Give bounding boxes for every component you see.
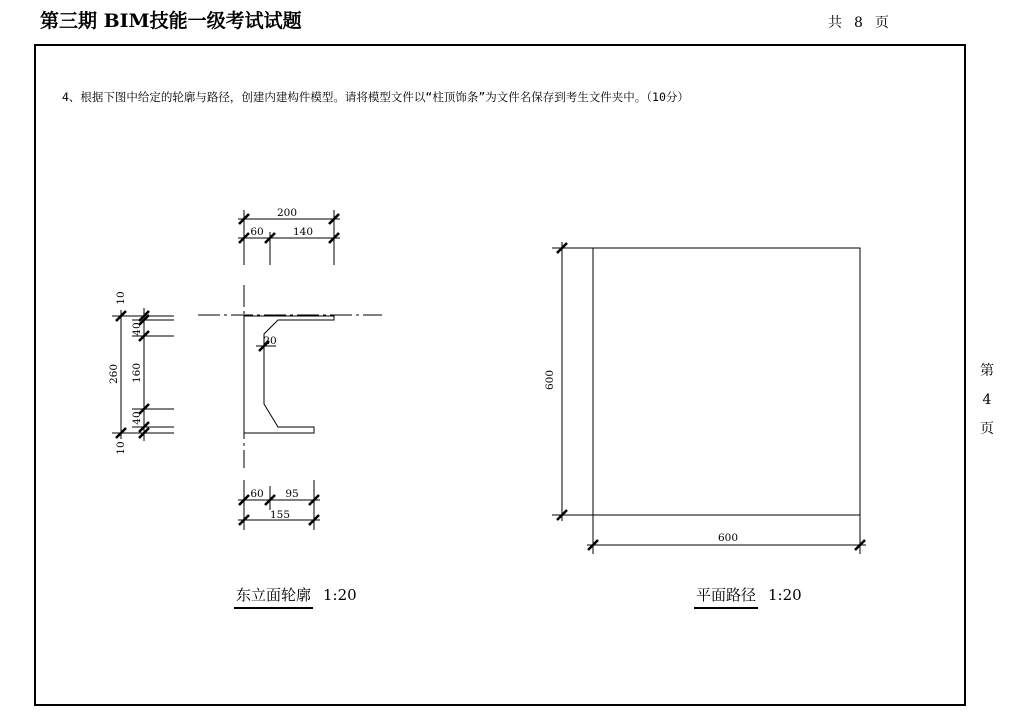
dim-text-plan-height: 600	[544, 369, 556, 391]
total-pages-suffix: 页	[874, 15, 889, 31]
cornice-profile	[244, 316, 334, 433]
dim-text-top-overall: 200	[276, 207, 298, 219]
dim-text-top-left: 60	[250, 226, 264, 238]
dim-text-left-middle: 160	[131, 362, 143, 384]
page-title: 第三期 BIM技能一级考试试题	[40, 10, 302, 32]
dim-text-top-right: 140	[292, 226, 314, 238]
dim-text-left-top-mid: 40	[131, 322, 143, 336]
plan-path-square	[593, 248, 860, 515]
dim-text-left-bottom-mid: 40	[131, 411, 143, 425]
path-caption-scale: 1:20	[768, 586, 802, 604]
dim-text-bottom-left: 60	[250, 488, 264, 500]
dim-text-bottom-overall: 155	[269, 509, 291, 521]
total-pages-count: 8	[854, 15, 863, 31]
profile-caption	[234, 584, 357, 609]
dim-text-left-overall: 260	[108, 363, 120, 385]
path-caption-title: 平面路径	[694, 584, 758, 609]
total-pages-prefix: 共	[828, 15, 842, 31]
dim-text-inner: 20	[263, 335, 277, 347]
profile-caption-title: 东立面轮廓	[234, 584, 313, 609]
dim-text-left-bottom-small: 10	[115, 441, 127, 455]
side-page-prefix: 第	[980, 363, 994, 379]
question-text: 4、根据下图中给定的轮廓与路径，创建内建构件模型。请将模型文件以“柱顶饰条”为文件名保存到考生文件夹中。（10分）	[62, 90, 689, 104]
dim-text-plan-width: 600	[717, 532, 739, 544]
side-page-suffix: 页	[980, 421, 994, 437]
side-page-number-value: 4	[982, 392, 992, 408]
dim-text-bottom-right: 95	[285, 488, 299, 500]
profile-caption-scale: 1:20	[323, 586, 357, 604]
path-caption	[694, 584, 802, 609]
dim-text-left-top-small: 10	[115, 291, 127, 305]
